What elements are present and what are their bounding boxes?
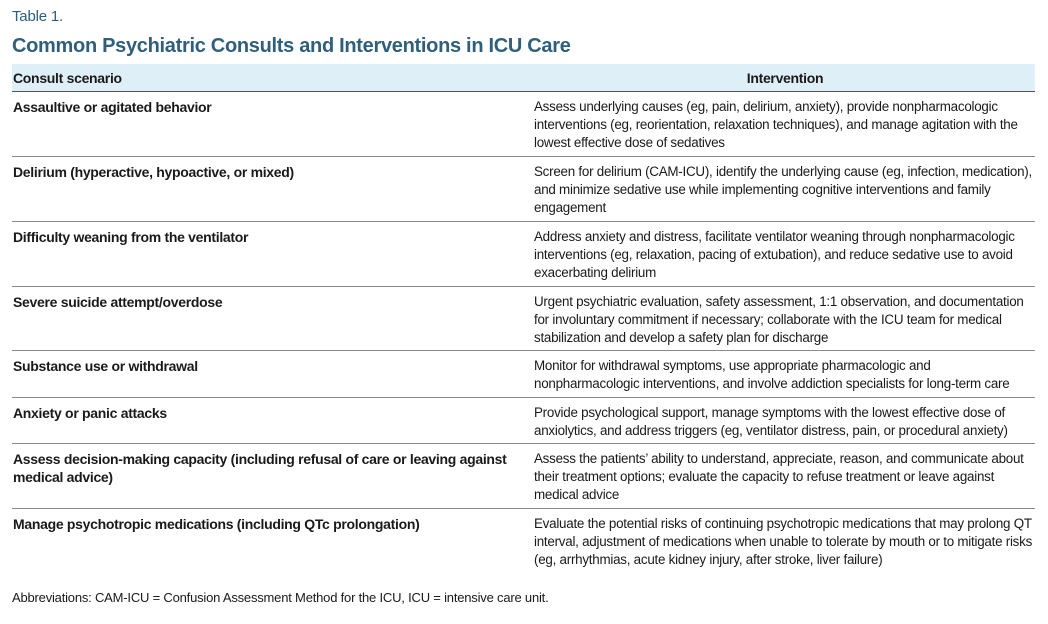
table-row (12, 509, 1035, 575)
intervention-cell: Screen for delirium (CAM-ICU), identify the underlying cause (eg, infection, medication), and minimize sedative use while implementing cognitive interventions and family engagement (534, 164, 1032, 215)
column-header-intervention: Intervention (746, 69, 824, 86)
table-row (12, 398, 1035, 444)
intervention-cell: Evaluate the potential risks of continuing psychotropic medications that may prolong QT interval, adjustment of medications when unable to tolerate by mouth or to mitigate risks (eg, arrhythmias, acute kidney injury, after stroke, liver failure) (534, 516, 1033, 567)
column-header-scenario: Consult scenario (13, 69, 122, 86)
table-label: Table 1. (12, 8, 63, 25)
intervention-cell: Urgent psychiatric evaluation, safety assessment, 1:1 observation, and documentation for involuntary commitment if necessary; collaborate with the ICU team for medical stabilization and develop a safety plan for discharge (534, 294, 1024, 345)
scenario-cell: Difficulty weaning from the ventilator (13, 229, 249, 245)
scenario-cell: Assess decision-making capacity (including refusal of care or leaving against medical advice) (13, 451, 507, 485)
consults-table (12, 64, 1035, 575)
scenario-cell: Manage psychotropic medications (including QTc prolongation) (13, 516, 420, 532)
intervention-cell: Provide psychological support, manage symptoms with the lowest effective dose of anxiolytics, and address triggers (eg, ventilator distress, pain, or procedural anxiety) (534, 405, 1008, 438)
scenario-cell: Assaultive or agitated behavior (13, 99, 212, 115)
intervention-cell: Address anxiety and distress, facilitate ventilator weaning through nonpharmacologic interventions (eg, relaxation, pacing of extubation), and reduce sedative use to avoid exacerbating delirium (534, 229, 1015, 280)
table-row (12, 157, 1035, 222)
table-row (12, 92, 1035, 157)
scenario-cell: Anxiety or panic attacks (13, 405, 167, 421)
intervention-cell: Assess the patients’ ability to understand, appreciate, reason, and communicate about their treatment options; evaluate the capacity to refuse treatment or leave against medical advice (534, 451, 1024, 502)
abbreviations-footnote: Abbreviations: CAM-ICU = Confusion Assessment Method for the ICU, ICU = intensive care unit. (12, 590, 549, 605)
table-row (12, 444, 1035, 509)
table-row (12, 222, 1035, 287)
scenario-cell: Substance use or withdrawal (13, 358, 198, 374)
table-title: Common Psychiatric Consults and Interventions in ICU Care (12, 35, 571, 57)
table-header-row (12, 64, 1035, 92)
table-row (12, 287, 1035, 351)
intervention-cell: Assess underlying causes (eg, pain, delirium, anxiety), provide nonpharmacologic interventions (eg, reorientation, relaxation techniques), and manage agitation with the lowest effective dose of sedatives (534, 99, 1018, 150)
intervention-cell: Monitor for withdrawal symptoms, use appropriate pharmacologic and nonpharmacologic interventions, and involve addiction specialists for long-term care (534, 358, 1010, 391)
scenario-cell: Severe suicide attempt/overdose (13, 294, 223, 310)
table-row (12, 351, 1035, 398)
scenario-cell: Delirium (hyperactive, hypoactive, or mixed) (13, 164, 294, 180)
